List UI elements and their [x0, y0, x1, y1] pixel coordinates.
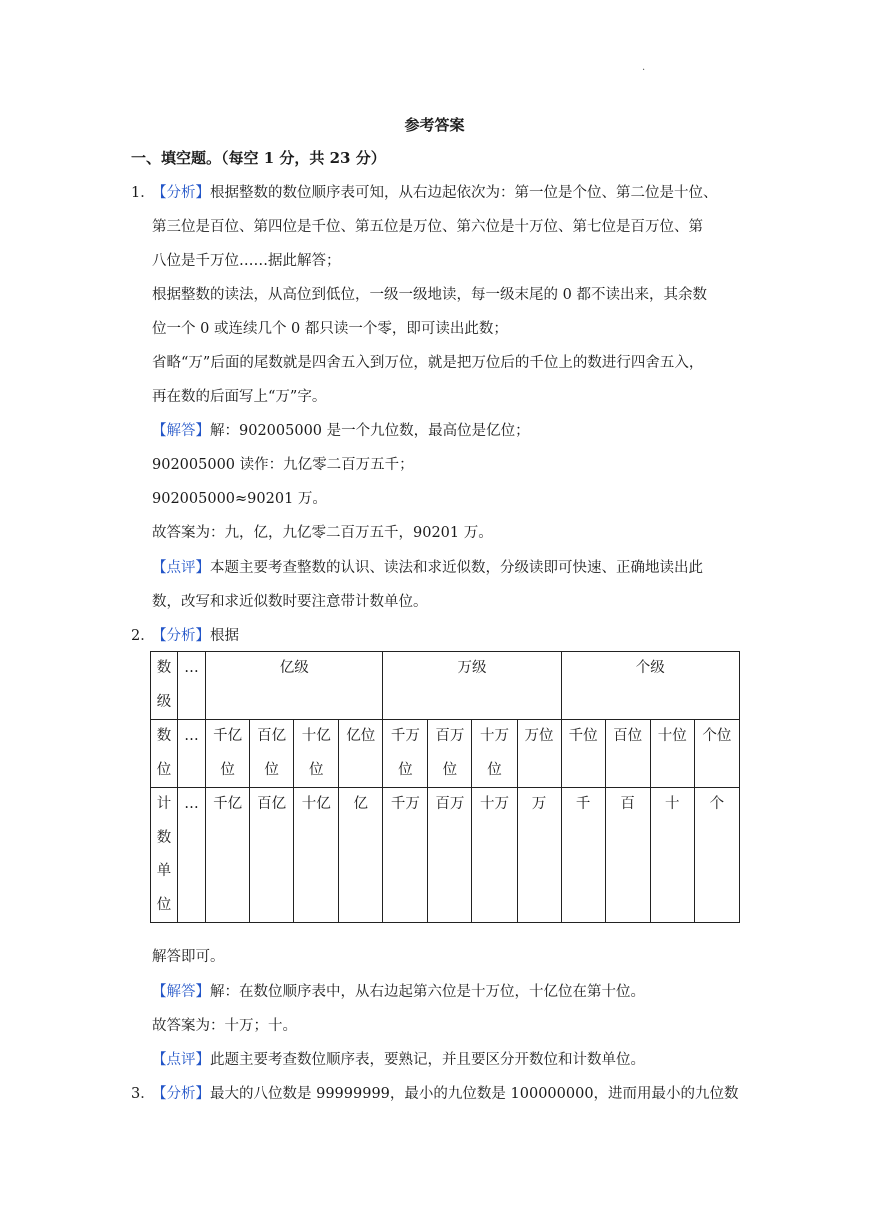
- table-cell: 百位: [605, 720, 650, 788]
- table-cell: 万位: [517, 720, 561, 788]
- table-cell: 百: [605, 788, 650, 923]
- table-cell: 个位: [694, 720, 739, 788]
- q1-analysis-line: 再在数的后面写上“万”字。: [152, 389, 327, 405]
- answer-tag: 【解答】: [152, 984, 210, 1000]
- q3-number: 3．: [131, 1086, 155, 1102]
- ellipsis-cell: …: [178, 788, 206, 923]
- ellipsis-cell: …: [178, 652, 206, 720]
- q1-final-answer: 故答案为：九，亿，九亿零二百万五千，90201 万。: [152, 525, 493, 541]
- table-cell: 十亿: [294, 788, 339, 923]
- table-cell: 百亿: [250, 788, 294, 923]
- q1-answer-line: 902005000 读作：九亿零二百万五千；: [152, 457, 414, 473]
- table-cell: 十万: [472, 788, 517, 923]
- table-cell: 千万 位: [383, 720, 428, 788]
- table-cell: 个: [694, 788, 739, 923]
- table-cell: 千亿 位: [206, 720, 250, 788]
- analysis-tag: 【分析】: [152, 185, 210, 201]
- q2-analysis-line: 【分析】根据: [152, 628, 239, 644]
- comment-tag: 【点评】: [152, 1052, 210, 1068]
- comment-tag: 【点评】: [152, 560, 210, 576]
- header-dot: .: [642, 62, 646, 73]
- table-cell: 亿位: [339, 720, 383, 788]
- row-head: 计 数 单 位: [151, 788, 178, 923]
- q2-number: 2．: [131, 628, 155, 644]
- row-head: 数 位: [151, 720, 178, 788]
- table-cell: 百亿 位: [250, 720, 294, 788]
- table-row: [151, 788, 740, 923]
- table-cell: 千亿: [206, 788, 250, 923]
- q3-analysis-line: 【分析】最大的八位数是 99999999，最小的九位数是 100000000，进而用最小的九位数: [152, 1086, 739, 1102]
- table-cell: 千位: [561, 720, 605, 788]
- q1-answer-line: 902005000≈90201 万。: [152, 491, 327, 507]
- group-cell: 亿级: [206, 652, 383, 720]
- table-cell: 十位: [650, 720, 694, 788]
- place-value-table: [150, 651, 740, 923]
- q1-analysis-line: 第三位是百位、第四位是千位、第五位是万位、第六位是十万位、第七位是百万位、第: [152, 219, 703, 235]
- table-cell: 百万: [428, 788, 472, 923]
- q2-after-table: 解答即可。: [152, 949, 225, 965]
- q1-analysis-line: 【分析】根据整数的数位顺序表可知，从右边起依次为：第一位是个位、第二位是十位、: [152, 185, 718, 201]
- table-cell: 十: [650, 788, 694, 923]
- ellipsis-cell: …: [178, 720, 206, 788]
- section-heading: 一、填空题。（每空 1 分，共 23 分）: [131, 149, 386, 167]
- analysis-tag: 【分析】: [152, 628, 210, 644]
- table-row: [151, 720, 740, 788]
- table-cell: 万: [517, 788, 561, 923]
- group-cell: 个级: [561, 652, 739, 720]
- q1-analysis-line: 八位是千万位……据此解答；: [152, 253, 341, 269]
- table-cell: 亿: [339, 788, 383, 923]
- q2-answer-line: 【解答】解：在数位顺序表中，从右边起第六位是十万位，十亿位在第十位。: [152, 984, 645, 1000]
- table-cell: 百万 位: [428, 720, 472, 788]
- q2-comment-line: 【点评】此题主要考查数位顺序表，要熟记，并且要区分开数位和计数单位。: [152, 1052, 645, 1068]
- q2-final-answer: 故答案为：十万；十。: [152, 1018, 297, 1034]
- page-title: 参考答案: [404, 116, 465, 134]
- table-row: [151, 652, 740, 720]
- q1-analysis-line: 位一个 0 或连续几个 0 都只读一个零，即可读出此数；: [152, 321, 508, 337]
- q1-comment-line: 数，改写和求近似数时要注意带计数单位。: [152, 594, 428, 610]
- table-cell: 十万 位: [472, 720, 517, 788]
- table-cell: 十亿 位: [294, 720, 339, 788]
- q1-answer-line: 【解答】解：902005000 是一个九位数，最高位是亿位；: [152, 423, 530, 439]
- q1-analysis-line: 省略“万”后面的尾数就是四舍五入到万位，就是把万位后的千位上的数进行四舍五入，: [152, 355, 704, 371]
- q1-number: 1．: [131, 185, 155, 201]
- q1-comment-line: 【点评】本题主要考查整数的认识、读法和求近似数，分级读即可快速、正确地读出此: [152, 560, 703, 576]
- answer-tag: 【解答】: [152, 423, 210, 439]
- q1-analysis-line: 根据整数的读法，从高位到低位，一级一级地读，每一级末尾的 0 都不读出来，其余数: [152, 287, 707, 303]
- group-cell: 万级: [383, 652, 561, 720]
- table-cell: 千: [561, 788, 605, 923]
- analysis-tag: 【分析】: [152, 1086, 210, 1102]
- table-cell: 千万: [383, 788, 428, 923]
- row-head: 数 级: [151, 652, 178, 720]
